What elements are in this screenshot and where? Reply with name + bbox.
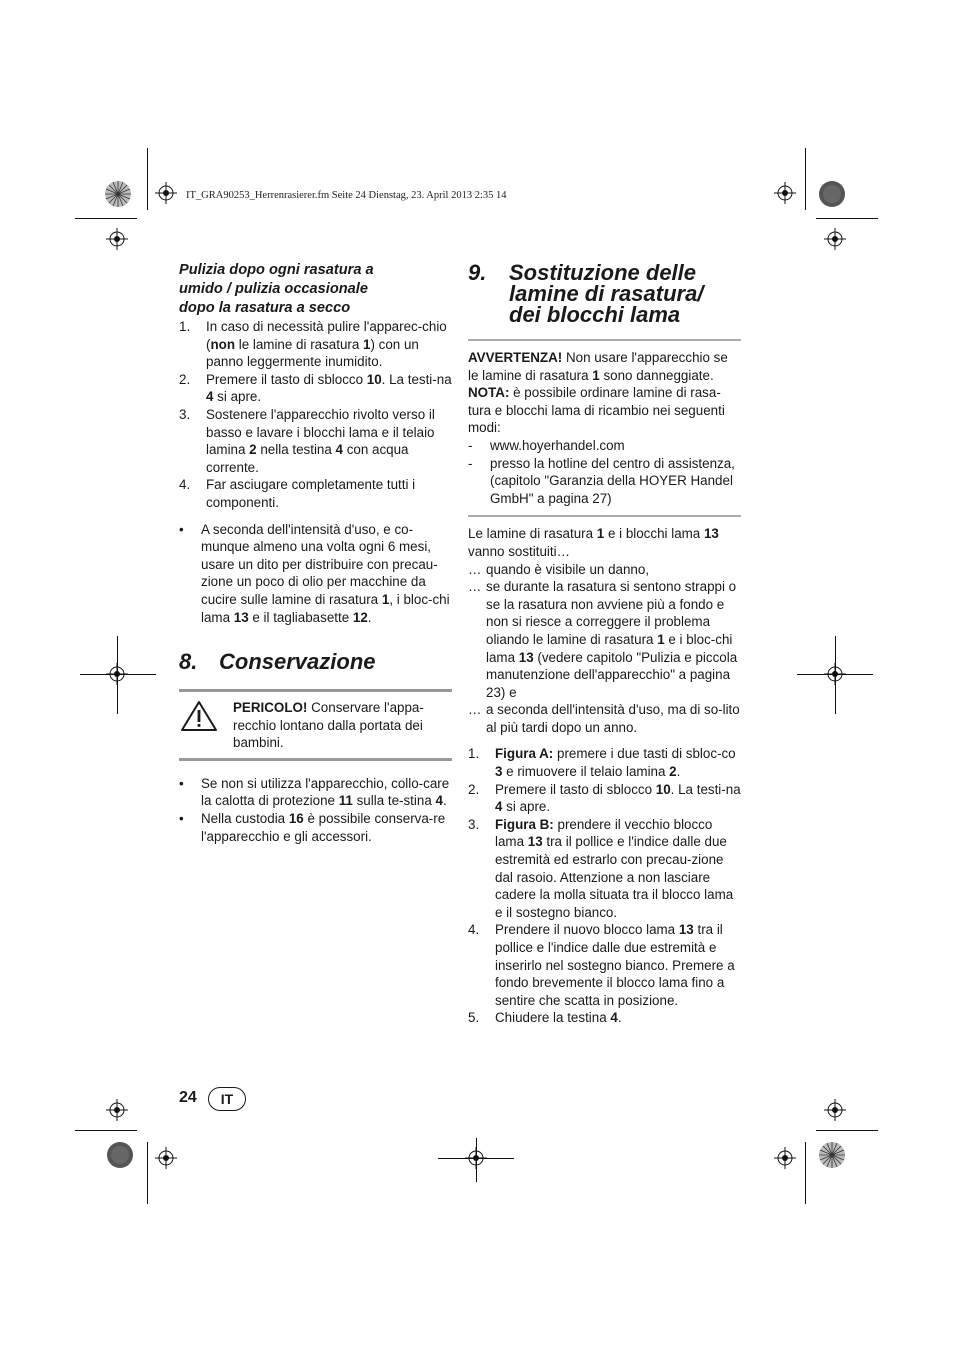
list-item: 1. In caso di necessità pulire l'apparec-chio (non le lamine di rasatura 1) con un panno leggermente inumidito. bbox=[179, 319, 447, 370]
list-item: 2. Premere il tasto di sblocco 10. La testi-na 4 si apre. bbox=[468, 781, 741, 815]
note-paragraph: NOTA: è possibile ordinare lamine di rasa-tura e blocchi lama di ricambio nei seguenti modi: bbox=[468, 385, 725, 436]
registration-mark-icon bbox=[824, 663, 846, 685]
grey-rosette-icon bbox=[818, 180, 846, 208]
divider bbox=[179, 758, 452, 761]
cleaning-steps bbox=[179, 318, 452, 512]
section-8-title: 8. Conservazione bbox=[179, 649, 376, 675]
registration-mark-icon bbox=[155, 1147, 177, 1169]
page-number: 24 bbox=[179, 1089, 197, 1106]
color-rosette-icon bbox=[104, 180, 132, 208]
list-item: … a seconda dell'intensità d'uso, ma di so-lito al più tardi dopo un anno. bbox=[468, 702, 740, 735]
replacement-conditions bbox=[468, 561, 741, 737]
registration-mark-icon bbox=[774, 1147, 796, 1169]
divider bbox=[468, 515, 741, 517]
danger-notice: PERICOLO! Conservare l'appa-recchio lontano dalla portata dei bambini. bbox=[179, 692, 452, 758]
divider bbox=[468, 339, 741, 341]
left-column bbox=[179, 261, 452, 845]
language-badge: IT bbox=[208, 1087, 246, 1111]
oiling-bullet bbox=[179, 521, 452, 627]
list-item: • Nella custodia 16 è possibile conserva-re l'apparecchio e gli accessori. bbox=[179, 811, 446, 844]
registration-mark-icon bbox=[824, 1099, 846, 1121]
warning-triangle-icon bbox=[179, 699, 219, 733]
registration-mark-icon bbox=[774, 182, 796, 204]
registration-mark-icon bbox=[106, 1099, 128, 1121]
registration-mark-icon bbox=[106, 228, 128, 250]
list-item: … quando è visibile un danno, bbox=[468, 561, 650, 577]
storage-bullets bbox=[179, 775, 452, 845]
registration-mark-icon bbox=[106, 663, 128, 685]
cleaning-subheading: Pulizia dopo ogni rasatura a umido / pulizia occasionale dopo la rasatura a secco bbox=[179, 262, 374, 316]
list-item: 4. Prendere il nuovo blocco lama 13 tra il pollice e l'indice dalle due estremità e inserirlo nel sostegno bianco. Premere a fondo brevemente il blocco lama fino a sentire che scatta in posizione. bbox=[468, 922, 735, 1008]
list-item: - presso la hotline del centro di assistenza, (capitolo "Garanzia della HOYER Handel GmbH" a pagina 27) bbox=[468, 455, 735, 506]
registration-mark-icon bbox=[155, 182, 177, 204]
list-item: 5. Chiudere la testina 4. bbox=[468, 1010, 622, 1026]
registration-mark-icon bbox=[465, 1147, 487, 1169]
list-item: 3. Sostenere l'apparecchio rivolto verso il basso e lavare i blocchi lama e il telaio lamina 2 nella testina 4 con acqua corrente. bbox=[179, 406, 435, 475]
list-item: 2. Premere il tasto di sblocco 10. La testi-na 4 si apre. bbox=[179, 371, 452, 405]
list-item: 3. Figura B: prendere il vecchio blocco lama 13 tra il pollice e l'indice dalle due estremità ed estrarlo con precau-zione dal rasoio. Attenzione a non lasciare cadere la molla situata tra il blocco lama e il sostegno bianco. bbox=[468, 816, 734, 920]
right-column bbox=[468, 262, 741, 1027]
registration-mark-icon bbox=[824, 228, 846, 250]
warning-paragraph: AVVERTENZA! Non usare l'apparecchio se le lamine di rasatura 1 sono danneggiate. bbox=[468, 350, 728, 383]
color-rosette-icon bbox=[818, 1141, 846, 1169]
list-item: • A seconda dell'intensità d'uso, e co-munque almeno una volta ogni 6 mesi, usare un dito per distribuire con precau-zione un poco di olio per macchine da cucire sulle lamine di rasatura 1, i bloc-chi lama 13 e il tagliabasette 12. bbox=[179, 521, 450, 625]
section-9-title: 9. Sostituzione delle lamine di rasatura/ dei blocchi lama bbox=[468, 260, 704, 327]
list-item: 1. Figura A: premere i due tasti di sbloc-co 3 e rimuovere il telaio lamina 2. bbox=[468, 746, 736, 780]
list-item: • Se non si utilizza l'apparecchio, collo-care la calotta di protezione 11 sulla te-stina 4. bbox=[179, 775, 450, 809]
replacement-intro: Le lamine di rasatura 1 e i blocchi lama 13 vanno sostituiti… bbox=[468, 526, 719, 559]
list-item: - www.hoyerhandel.com bbox=[468, 437, 625, 453]
list-item: 4. Far asciugare completamente tutti i componenti. bbox=[179, 477, 416, 510]
print-file-header: IT_GRA90253_Herrenrasierer.fm Seite 24 Dienstag, 23. April 2013 2:35 14 bbox=[186, 190, 507, 201]
grey-rosette-icon bbox=[106, 1141, 134, 1169]
replacement-steps bbox=[468, 745, 741, 1027]
order-options bbox=[468, 437, 741, 507]
list-item: … se durante la rasatura si sentono strappi o se la rasatura non avviene più a fondo e non si riesce a correggere il problema oliando le lamine di rasatura 1 e i bloc-chi lama 13 (vedere capitolo "Pulizia e piccola manutenzione dell'apparecchio" a pagina 23) e bbox=[468, 579, 738, 700]
